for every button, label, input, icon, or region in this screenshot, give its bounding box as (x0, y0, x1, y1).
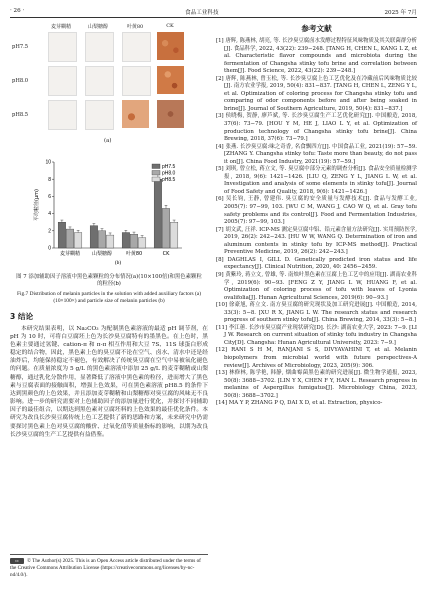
y-tick-label: 2 (48, 228, 51, 235)
bar-ph80 (98, 231, 106, 248)
legend-swatch (152, 177, 160, 182)
micrograph-tile (122, 66, 151, 96)
figure-7a (10, 22, 208, 154)
legend-label: pH8.0 (162, 170, 176, 177)
micrograph-tile (157, 100, 184, 128)
y-tick-label: 0 (48, 245, 51, 252)
micrograph-tile (85, 100, 114, 130)
legend-label: pH8.5 (162, 177, 176, 183)
left-column (10, 22, 208, 439)
bar-ph80 (66, 229, 74, 248)
reference-item: [13] 林修林, 陈学艳, 韩静, 烟曲霉菌黑色素的研究进展[J]. 微生物学通报, 2023, 50(8): 3688−3702. [LIN Y X, CHEN F Y, HAN L. Research progress in melanins of Aspergillus fumigatus[J]. Microbiology China, 2023, 50(8): 3688−3702.] (216, 370, 417, 399)
bar-ph85 (74, 233, 82, 248)
header-rule (10, 17, 417, 18)
legend-swatch (152, 164, 160, 169)
micrograph-tile (48, 32, 77, 62)
row-label-ph85: pH8.5 (12, 112, 29, 118)
cc-license-icon: cc (10, 558, 24, 564)
bar-ph80 (130, 234, 138, 248)
reference-item: [12] RANI S H M, RANJANI S S, DIVYAVAHINI T, et al. Melanin biopolymers from microbial world with future perspectives-A review[J]. Archives of Microbiology, 2023, 205(9): 306. (216, 347, 417, 369)
row-label-ph80: pH8.0 (12, 78, 29, 84)
y-tick-label: 8 (48, 176, 51, 183)
bar-ph85 (106, 235, 114, 248)
issue-date: 2025 年 7月 (384, 10, 417, 16)
category-label: CK (162, 251, 170, 257)
figure-caption-zh: 图 7 添加辅助因子溶液中黑色素颗粒的分布情况(a)(10×100倍)和黑色素颗粒的粒径(b) (16, 274, 202, 288)
category-label: 叶黄80 (125, 251, 143, 257)
subfigure-label-a: (a) (104, 138, 112, 144)
reference-item: [7] 胡文武, 汪祥. ICP-MS 测定臭豆腐中铝、铅元素含量方法研究[J]. 实用预防医学, 2019, 26(2): 242−243. [HU W W, WANG Q. Determination of iron and aluminum contents in stinky tofu by ICP-MS method[J]. Practical Preventive Medicine, 2019, 26(2): 242−243.] (216, 226, 417, 256)
figure-7b (10, 154, 208, 272)
bar-ph85 (138, 238, 146, 248)
reference-item: [6] 吴长钧, 王静, 曾建伟. 臭豆腐的安全质量与发酵技术[J]. 食品与发酵工业, 2005(7): 97−99, 103. [WU C M, WANG J, CAO W Q, et al. Gray tofu safety problems and its control[J]. Food and Fermentation Industries, 2005(7): 97−99, 103.] (216, 196, 417, 226)
category-label: 麦芽糊精 (59, 251, 81, 257)
y-tick-label: 4 (48, 211, 51, 218)
reference-item: [14] MA Y P, ZHANG P Q, DAI X D, et al. Extraction, physico- (216, 400, 383, 407)
y-tick-label: 6 (48, 194, 51, 200)
reference-item: [4] 张燕. 长沙臭豆腐:味之奇香, 名食飘四方[J]. 中国食品工业, 2021(19): 57−59. [ZHANG Y. Changsha stinky tofu: Taste more than beauty, do not pass it on[J]. China Food Industry, 2021(19): 57−59.] (216, 143, 417, 165)
bar-ph85 (170, 222, 178, 248)
micrograph-tile (85, 66, 114, 96)
column-label-maltodextrin: 麦芽糊精 (50, 24, 71, 30)
micrograph-tile (85, 32, 114, 62)
open-access-notice (10, 554, 208, 579)
reference-item: [10] 徐豪旭, 蒋立文. 南方臭豆腐的研究现状及加工研究进展[J]. 中国酿造, 2014, 33(3): 5−8. [XU R X, JIANG L W. The research status and research progress of southern stinky tofu[J]. China Brewing, 2014, 33(3): 5−8.] (216, 302, 417, 324)
legend-swatch (152, 171, 160, 176)
page-number: · 26 · (10, 8, 25, 14)
section-heading: 3 结论 (10, 311, 34, 321)
y-axis-label: 平均粒径(μm) (34, 189, 40, 221)
bar-ph75 (58, 222, 66, 248)
subfigure-label-b: (b) (114, 260, 122, 266)
reference-list (216, 38, 417, 408)
references-title: 参考文献 (301, 24, 332, 33)
bar-ph75 (90, 226, 98, 248)
reference-item: [1] 唐辉, 陈燕林, 胡亮, 等. 长沙臭豆腐卤水发酵过程特征风味物质及其关联菌群分析[J]. 食品科学, 2022, 43(22): 239−248. [TANG H, CHEN L, KANG L Z, et al. Characteristic flavor compounds and microbiota during the fermentation of Changsha stinky tofu brine and correlation between them[J]. Food Science, 2022, 43(22): 239−248.] (216, 38, 417, 75)
micrograph-tile (48, 66, 77, 96)
micrograph-tile (157, 66, 184, 94)
reference-item: [5] 刘琪, 曾立松, 蒋立文, 等. 臭豆腐中部分元素的调查分析[J]. 食品安全质量检测学报, 2018, 9(6): 1421−1426. [LIU Q, ZENG Y L, JIANG L W, et al. Investigation and analysis of some elements in stinky tofu[J]. Journal of Food Safety and Quality, 2018, 9(6): 1421−1426.] (216, 166, 417, 195)
bar-ph75 (122, 233, 129, 248)
row-label-ph75: pH7.5 (12, 44, 29, 50)
column-label-sorbitol: 山梨糖醇 (87, 24, 108, 30)
figure-caption-en: Fig.7 Distribution of melanin particles in the solution with added auxiliary factors (a) (10×100×) and particle size of melanin particles (b) (17, 290, 201, 305)
reference-item: [8] DAGHLAS I, GILL D. Genetically predicted iron status and life expectancy[J]. Clinical Nutrition, 2020, 40: 2456−2459. (216, 256, 417, 271)
particle-size-chart (10, 154, 208, 272)
y-tick-label: 10 (45, 159, 51, 166)
micrograph-tile (48, 100, 77, 130)
journal-name: 食品工业科技 (185, 10, 219, 16)
reference-item: [11] 李江蕙. 长沙市臭豆腐产业现状研究[D]. 长沙: 湖南农业大学, 2023: 7−9. [LI J W. Research on current situation of stinky tofu industry in Changsha City[D]. Changsha: Hunan Agricultural University, 2023: 7−9.] (216, 324, 417, 346)
micrograph-tile (122, 32, 151, 62)
bar-ph80 (162, 208, 170, 248)
right-column (216, 22, 417, 408)
reference-item: [9] 黄紫玲, 蒋立文, 曾雄, 等. 南烛叶黑色素在豆腐上色工艺中的应用[J]. 湖南农业科学, 2019(6): 90−93. [FENG Z Y, JIANG L W, HUANG F, et al. Optimization of coloring process of tofu with leaves of Lyonia ovalifolia[J]. Hunan Agricultural Sciences, 2019(6): 90−93.] (216, 271, 417, 301)
reference-item: [3] 侯晓梅, 贺静, 廖芦斌, 等. 长沙臭豆腐生产工艺优化研究[J]. 中国酿造, 2018, 37(6): 73−79. [HOU Y M, HE J, LIAO L Y, et al. Optimization of production technology of Changsha stinky tofu brine[J]. China Brewing, 2018, 37(6): 73−79.] (216, 113, 417, 143)
legend-label: pH7.5 (162, 164, 176, 170)
open-access-text: © The Author(s) 2025. This is an Open Access article distributed under the terms of the Creative Commons Attribution License (https://creativecommons.org/licenses/by-nc-nd/4.0/). (10, 558, 201, 579)
column-label-tween80: 叶黄80 (126, 24, 144, 30)
reference-item: [2] 唐辉, 陈燕林, 曾玉松, 等. 长沙臭豆腐上色工艺优化及在冷藏前后风味物质比较[J]. 南方农业学报, 2019, 50(4): 831−837. [TANG H, CHEN L, ZENG Y L, et al. Optimization of coloring process for Changsha stinky tofu and comparing of odor components before and after being soaked in brine[J]. Journal of Southern Agriculture, 2019, 50(4): 831−837.] (216, 75, 417, 112)
category-label: 山梨糖醇 (91, 251, 113, 257)
bar-ph75 (154, 179, 162, 248)
micrograph-tile (157, 32, 184, 60)
micrograph-tile (122, 100, 149, 128)
column-label-ck: CK (166, 23, 174, 29)
conclusion-text: 本研究结果表明，以 Na₂CO₃ 为配制黑色素溶液的最适 pH 调节剂，在 pH 为 10 时，可将白豆腐坯上色为长沙臭豆腐特有的墨黑色。在上色时，黑色素主要通过氢键、cation-π 和 π-π 相互作用和大豆 7S、11S 球蛋白形成稳定的结合物，因此，黑色素上色的臭豆腐不论在空气、卤水、清水中还是经油炸后，均能保持稳定不褪色，有效解决了传统臭豆腐在空气中易被氧化褪色的问题。在质量浓度为 5 g/L 的黑色素溶液中添加 25 g/L 的麦芽糊精或山梨糖醇，通过乳化分散作用，显著降低了溶液中黑色素的粒径，进而增大了黑色素与豆腐表面的接触面积，增强上色效果，可在黑色素溶液 pH8.5 的条件下达到黑颜色的上色效果，并且添加麦芽糊精和山梨糖醇对臭豆腐的风味无不良影响。进一步的研究需要对上色辅助因子的添加量进行优化，并探讨不同辅助因子的最佳组合，以期达到黑色素对豆腐坯料的上色效果的最佳优化条件。本研究为改良长沙臭豆腐传统上色工艺提供了新的思路和方案，未来研究中仍需要探讨黑色素上色对臭豆腐的酸价、过氧化值等质量指标的影响，以期为改良长沙臭豆腐的生产工艺提供有益借鉴。 (10, 325, 208, 438)
